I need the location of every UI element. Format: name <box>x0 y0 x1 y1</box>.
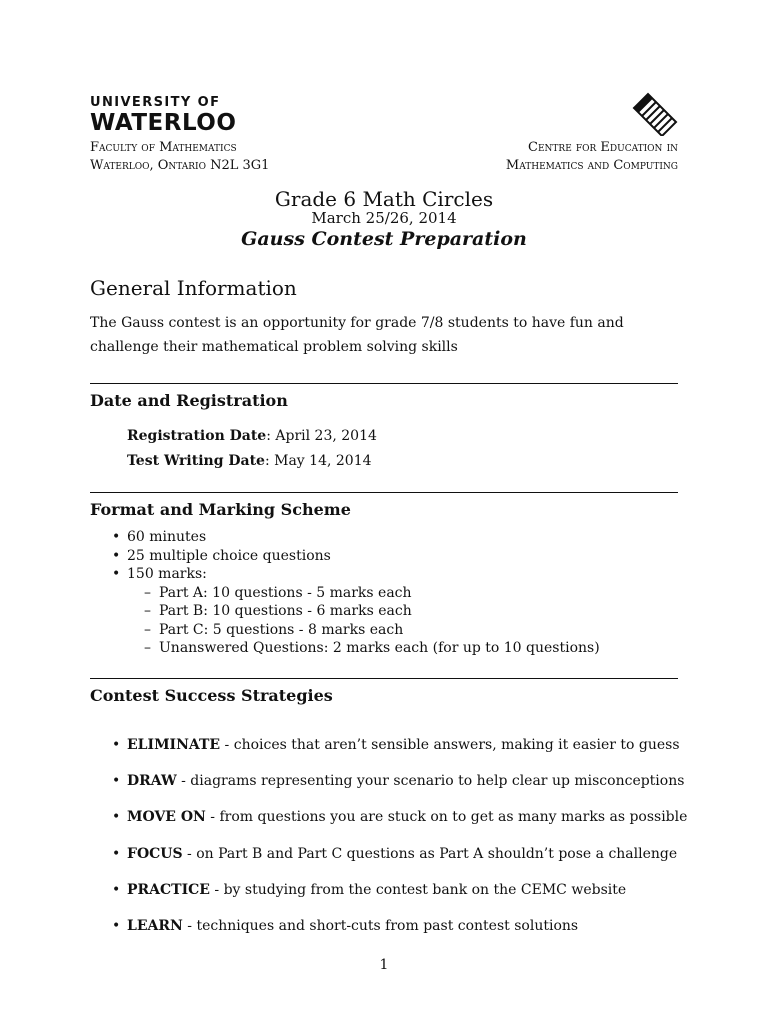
bullet-icon: • <box>112 737 121 753</box>
registration-heading: Date and Registration <box>90 391 288 410</box>
format-heading: Format and Marking Scheme <box>90 500 351 519</box>
page-number: 1 <box>379 957 389 973</box>
list-item-text: 60 minutes <box>127 529 207 545</box>
faculty-address <box>90 139 269 175</box>
sub-list-item-text: Part C: 5 questions - 8 marks each <box>159 621 404 638</box>
bullet-icon: • <box>112 566 121 582</box>
section-divider <box>90 492 678 493</box>
strategy-text: - diagrams representing your scenario to help clear up misconceptions <box>176 773 685 790</box>
centre-name <box>506 139 678 175</box>
dash-icon: – <box>144 640 151 656</box>
format-list <box>110 528 600 658</box>
list-item-text: 25 multiple choice questions <box>127 547 331 564</box>
marks-sublist <box>127 584 600 658</box>
strategy-keyword: PRACTICE <box>127 881 210 898</box>
bullet-icon: • <box>112 845 121 862</box>
strategy-item <box>110 844 687 864</box>
strategy-item <box>110 916 687 936</box>
faculty-line2: Waterloo, Ontario N2L 3G1 <box>90 158 270 173</box>
page-title: Grade 6 Math Circles <box>274 187 494 211</box>
strategy-keyword: DRAW <box>127 773 177 790</box>
dash-icon: – <box>144 603 151 619</box>
bullet-icon: • <box>112 529 121 545</box>
test-writing-date-label: Test Writing Date <box>127 453 265 469</box>
faculty-line1: Faculty of Mathematics <box>90 140 237 155</box>
bullet-icon: • <box>112 547 121 564</box>
bullet-icon: • <box>112 809 121 826</box>
centre-line1: Centre for Education in <box>528 140 678 155</box>
section-divider <box>90 383 678 384</box>
strategies-list <box>110 735 687 952</box>
bullet-icon: • <box>112 881 121 898</box>
sub-list-item <box>127 621 600 640</box>
registration-date-label: Registration Date <box>127 428 267 444</box>
test-writing-date-value: : May 14, 2014 <box>264 453 372 469</box>
bullet-icon: • <box>112 773 121 790</box>
general-heading: General Information <box>90 276 297 300</box>
strategy-keyword: FOCUS <box>127 845 183 862</box>
section-divider <box>90 678 678 679</box>
strategy-item <box>110 735 687 755</box>
strategy-text: - by studying from the contest bank on the CEMC website <box>209 881 627 898</box>
sub-list-item <box>127 602 600 621</box>
strategy-text: - techniques and short-cuts from past contest solutions <box>182 917 579 934</box>
strategy-keyword: MOVE ON <box>127 809 206 826</box>
centre-line2: Mathematics and Computing <box>505 158 678 173</box>
test-writing-date-line <box>127 451 372 471</box>
strategy-keyword: LEARN <box>127 917 183 934</box>
registration-date-value: : April 23, 2014 <box>266 428 377 444</box>
list-item-text: 150 marks: <box>127 566 207 582</box>
sub-list-item-text: Part B: 10 questions - 6 marks each <box>159 603 412 619</box>
strategy-item <box>110 880 687 900</box>
university-logo-line2: WATERLOO <box>90 110 237 136</box>
list-item <box>110 528 600 547</box>
list-item <box>110 565 600 658</box>
bullet-icon: • <box>112 917 121 934</box>
university-logo-line1: UNIVERSITY OF <box>90 95 221 110</box>
dash-icon: – <box>144 584 151 601</box>
cemc-stacked-squares-icon <box>630 92 678 136</box>
strategy-text: - from questions you are stuck on to get as many marks as possible <box>205 809 688 826</box>
sub-list-item <box>127 584 600 603</box>
sub-list-item-text: Part A: 10 questions - 5 marks each <box>159 584 412 601</box>
dash-icon: – <box>144 621 151 638</box>
strategy-text: - choices that aren’t sensible answers, making it easier to guess <box>220 737 680 753</box>
registration-date-line <box>127 426 377 446</box>
strategy-item <box>110 807 687 827</box>
sub-list-item-text: Unanswered Questions: 2 marks each (for up to 10 questions) <box>159 640 600 656</box>
page-date: March 25/26, 2014 <box>311 209 457 227</box>
strategy-keyword: ELIMINATE <box>127 737 221 753</box>
strategies-heading: Contest Success Strategies <box>90 686 333 705</box>
list-item <box>110 547 600 566</box>
general-paragraph: The Gauss contest is an opportunity for grade 7/8 students to have fun and challenge their mathematical problem solving skills <box>90 315 624 355</box>
page-subtitle: Gauss Contest Preparation <box>241 228 527 250</box>
sub-list-item <box>127 639 600 658</box>
strategy-item <box>110 771 687 791</box>
strategy-text: - on Part B and Part C questions as Part A shouldn’t pose a challenge <box>182 845 678 862</box>
